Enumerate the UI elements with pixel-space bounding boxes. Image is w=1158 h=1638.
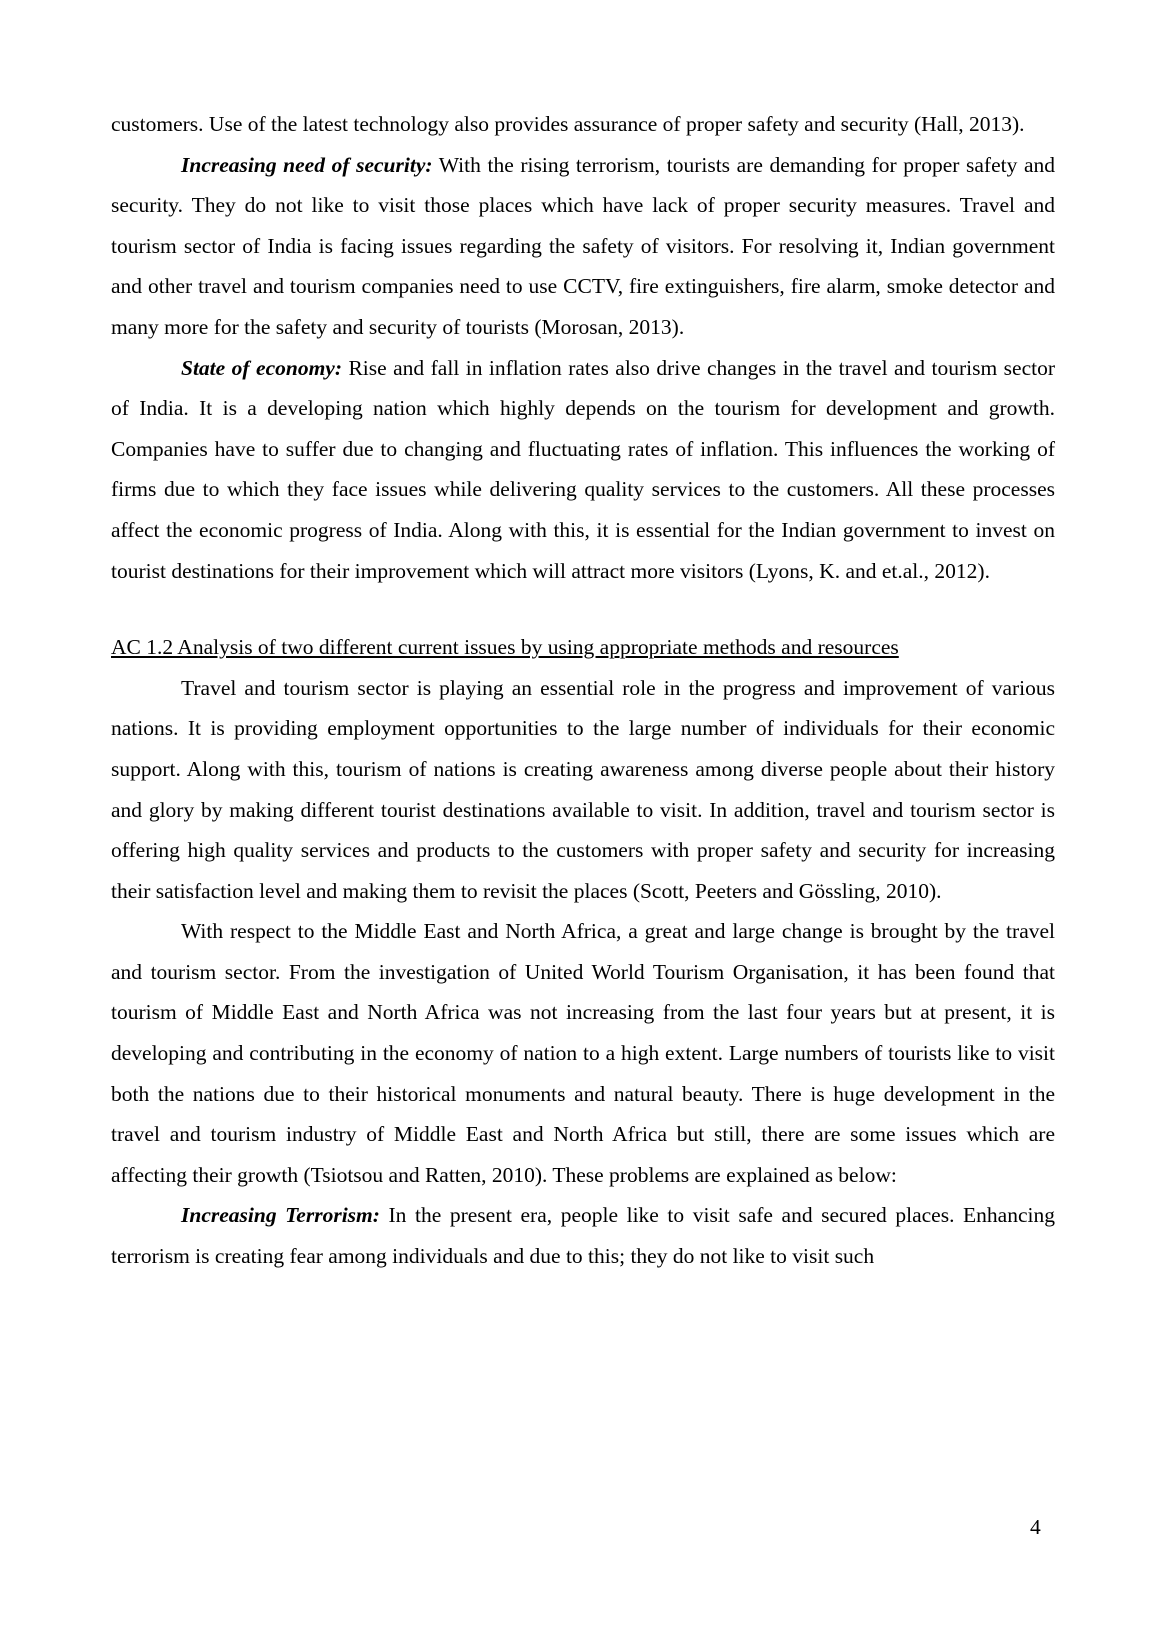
term-heading: State of economy: (181, 355, 342, 380)
paragraph-text: Travel and tourism sector is playing an essential role in the progress and improvement of various nations. It is providing employment opportunities to the large number of individuals for their economic support. Along with this, tourism of nations is creating awareness among diverse people about their history and glory by making different tourist destinations available to visit. In addition, travel and tourism sector is offering high quality services and products to the customers with proper safety and security for increasing their satisfaction level and making them to revisit the places (Scott, Peeters and Gössling, 2010). (111, 675, 1055, 903)
paragraph-text: In the present era, people like to visit safe and secured places. Enhancing terrorism is creating fear among individuals and due to this; they do not like to visit such (111, 1203, 1055, 1269)
paragraph-terrorism (111, 1195, 1055, 1276)
term-heading: Increasing need of security: (181, 152, 433, 177)
page-number: 4 (1030, 1515, 1041, 1539)
paragraph-intro (111, 668, 1055, 912)
paragraph-text: With respect to the Middle East and North Africa, a great and large change is brought by the travel and tourism sector. From the investigation of United World Tourism Organisation, it has been found that tourism of Middle East and North Africa was not increasing from the last four years but at present, it is developing and contributing in the economy of nation to a high extent. Large numbers of tourists like to visit both the nations due to their historical monuments and natural beauty. There is huge development in the travel and tourism industry of Middle East and North Africa but still, there are some issues which are affecting their growth (Tsiotsou and Ratten, 2010). These problems are explained as below: (111, 919, 1055, 1187)
paragraph-security (111, 145, 1055, 348)
paragraph-text: customers. Use of the latest technology also provides assurance of proper safety and security (Hall, 2013). (111, 112, 1025, 136)
term-heading: Increasing Terrorism: (181, 1203, 380, 1228)
page-body (111, 104, 1055, 1277)
paragraph-text: With the rising terrorism, tourists are demanding for proper safety and security. They do not like to visit those places which have lack of proper security measures. Travel and tourism sector of India is facing issues regarding the safety of visitors. For resolving it, Indian government and other travel and tourism companies need to use CCTV, fire extinguishers, fire alarm, smoke detector and many more for the safety and security of tourists (Morosan, 2013). (111, 152, 1055, 339)
section-heading: AC 1.2 Analysis of two different current issues by using appropriate methods and resources (111, 635, 899, 660)
paragraph-mena (111, 911, 1055, 1195)
paragraph-continuation (111, 104, 1055, 145)
paragraph-economy (111, 348, 1055, 592)
paragraph-text: Rise and fall in inflation rates also drive changes in the travel and tourism sector of India. It is a developing nation which highly depends on the tourism for development and growth. Companies have to suffer due to changing and fluctuating rates of inflation. This influences the working of firms due to which they face issues while delivering quality services to the customers. All these processes affect the economic progress of India. Along with this, it is essential for the Indian government to invest on tourist destinations for their improvement which will attract more visitors (Lyons, K. and et.al., 2012). (111, 355, 1055, 583)
